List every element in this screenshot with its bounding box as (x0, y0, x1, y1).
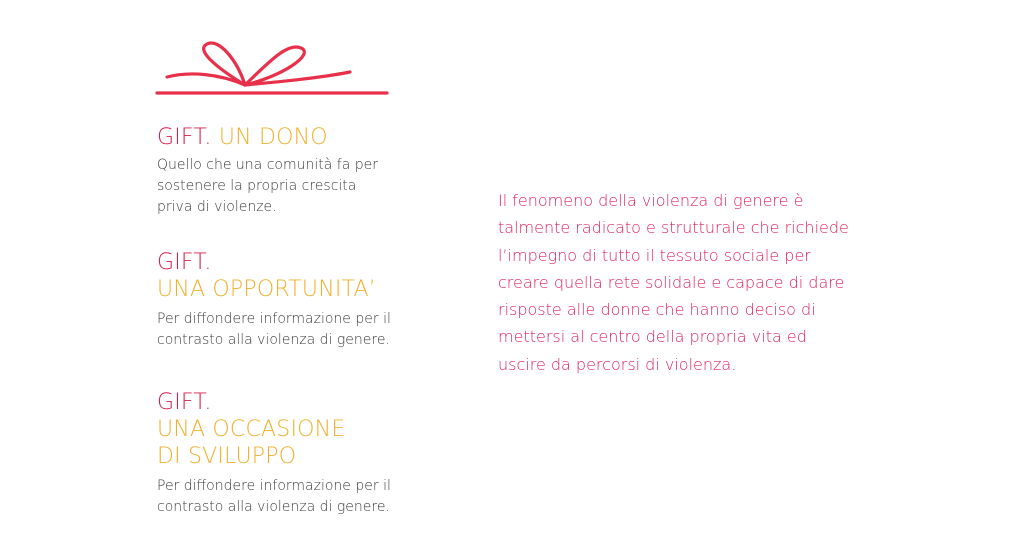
gift-un-dono-section (157, 124, 417, 218)
section-description: Quello che una comunità fa per sostenere la propria crescita priva di violenze. (157, 157, 378, 215)
gift-occasione-section (157, 389, 427, 518)
section-description: Per diffondere informazione per il contrasto alla violenza di genere. (157, 478, 391, 515)
heading-subtitle-line-1: UNA OCCASIONE (157, 417, 346, 442)
intro-paragraph: Il fenomeno della violenza di genere è talmente radicato e strutturale che richiede l’impegno di tutto il tessuto sociale per creare quella rete solidale e capace di dare risposte alle donne che hanno deciso di mettersi al centro della propria vita ed uscire da percorsi di violenza. (498, 191, 849, 374)
heading-gift: GIFT. (157, 125, 212, 150)
heading-subtitle-line-2: DI SVILUPPO (157, 444, 297, 469)
heading-subtitle: UN DONO (218, 125, 328, 150)
heading-gift: GIFT. (157, 250, 212, 275)
gift-ribbon-icon (155, 38, 389, 98)
gift-opportunita-section (157, 249, 427, 351)
section-heading (157, 124, 417, 151)
heading-gift: GIFT. (157, 390, 212, 415)
heading-subtitle: UNA OPPORTUNITA’ (157, 277, 376, 302)
section-description: Per diffondere informazione per il contrasto alla violenza di genere. (157, 311, 391, 348)
